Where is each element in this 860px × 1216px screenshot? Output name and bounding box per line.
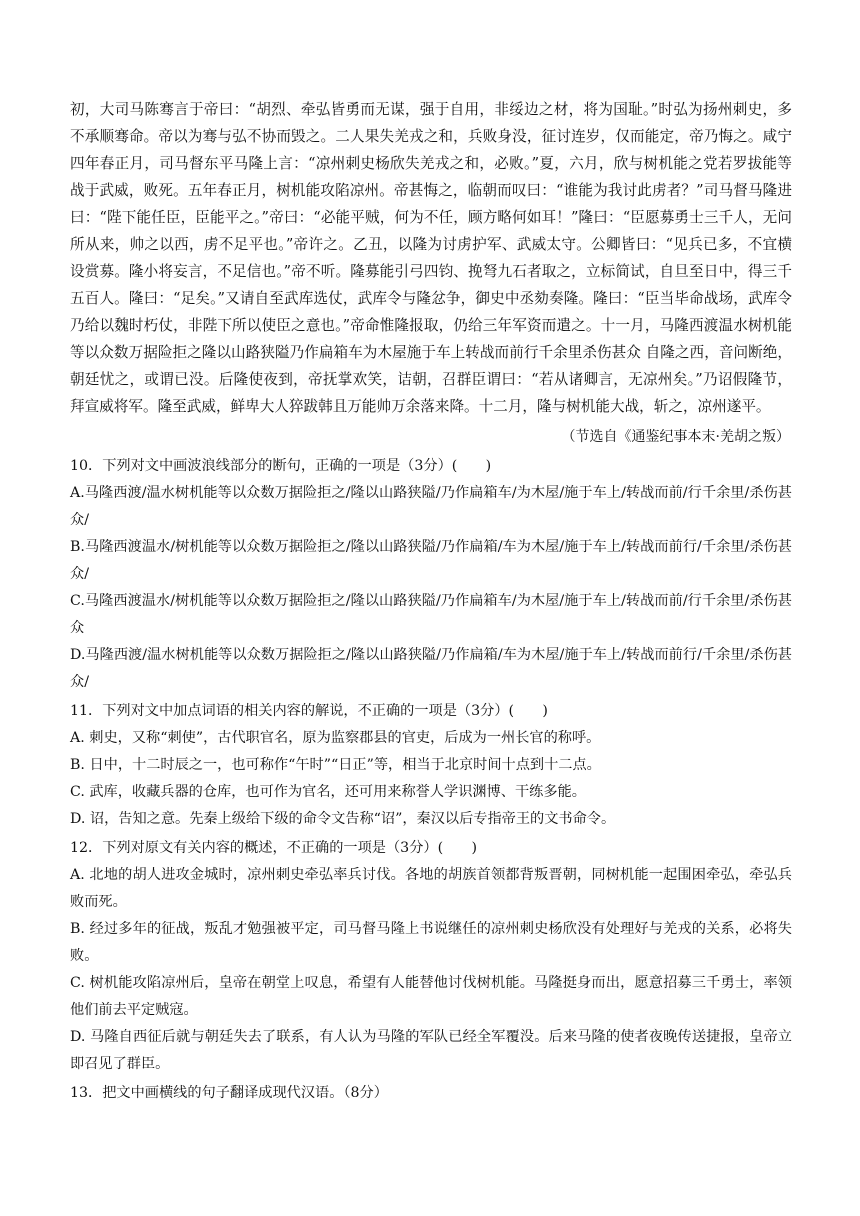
question-13 (70, 1080, 792, 1107)
option-d: D.马隆西渡/温水树机能等以众数万据险拒之/隆以山路狭隘/乃作扁箱/车为木屋/施于车上/转战而前行/千余里/杀伤甚众/ (70, 647, 792, 690)
option-a: A.马隆西渡/温水树机能等以众数万据险拒之/隆以山路狭隘/乃作扁箱车/为木屋/施于车上/转战而前/行千余里/杀伤甚众/ (70, 485, 792, 528)
question-12 (70, 835, 792, 1078)
classical-passage (70, 96, 792, 451)
document-page (70, 96, 792, 1107)
option-d: D. 诏，告知之意。先秦上级给下级的命令文告称“诏”，秦汉以后专指帝王的文书命令。 (70, 811, 616, 827)
question-stem: 12．下列对原文有关内容的概述，不正确的一项是（3分）( ) (70, 840, 478, 856)
question-10 (70, 453, 792, 696)
question-stem: 11．下列对文中加点词语的相关内容的解说，不正确的一项是（3分）( ) (70, 703, 548, 719)
question-stem: 13．把文中画横线的句子翻译成现代汉语。（8分） (70, 1085, 388, 1101)
option-b: B.马隆西渡温水/树机能等以众数万据险拒之/隆以山路狭隘/乃作扁箱/车为木屋/施于车上/转战而前行/千余里/杀伤甚众/ (70, 539, 792, 582)
question-11 (70, 698, 792, 833)
option-d: D. 马隆自西征后就与朝廷失去了联系，有人认为马隆的军队已经全军覆没。后来马隆的使者夜晚传送捷报，皇帝立即召见了群臣。 (70, 1029, 792, 1072)
option-b: B. 日中，十二时辰之一，也可称作“午时”“日正”等，相当于北京时间十点到十二点。 (70, 757, 601, 773)
option-a: A. 刺史，又称“刺使”，古代职官名，原为监察郡县的官吏，后成为一州长官的称呼。 (70, 730, 601, 746)
option-c: C. 武库，收藏兵器的仓库，也可作为官名，还可用来称誉人学识渊博、干练多能。 (70, 784, 586, 800)
option-a: A. 北地的胡人进攻金城时，凉州刺史牵弘率兵讨伐。各地的胡族首领都背叛晋朝，同树机能一起围困牵弘，牵弘兵败而死。 (70, 867, 792, 910)
passage-paragraph: 初，大司马陈骞言于帝曰：“胡烈、牵弘皆勇而无谋，强于自用，非绥边之材，将为国耻。”时弘为扬州刺史，多不承顺骞命。帝以为骞与弘不协而毁之。二人果失羌戎之和，兵败身没，征讨连岁，仅而能定，帝乃悔之。咸宁四年春正月，司马督东平马隆上言：“凉州刺史杨欣失羌戎之和，必败。”夏，六月，欣与树机能之党若罗拔能等战于武威，败死。五年春正月，树机能攻陷凉州。帝甚悔之，临朝而叹曰：“谁能为我讨此虏者？”司马督马隆进曰：“陛下能任臣，臣能平之。”帝曰：“必能平贼，何为不任，顾方略何如耳！”隆曰：“臣愿募勇士三千人，无问所从来，帅之以西，虏不足平也。”帝许之。乙丑，以隆为讨虏护军、武威太守。公卿皆曰：“见兵已多，不宜横设赏募。隆小将妄言，不足信也。”帝不听。隆募能引弓四钧、挽弩九石者取之，立标简试，自旦至日中，得三千五百人。隆曰：“足矣。”又请自至武库选仗，武库令与隆忿争，御史中丞劾奏隆。隆曰：“臣当毕命战场，武库令乃给以魏时朽仗，非陛下所以使臣之意也。”帝命惟隆报取，仍给三年军资而遣之。十一月，马隆西渡温水树机能等以众数万据险拒之隆以山路狭隘乃作扁箱车为木屋施于车上转战而前行千余里杀伤甚众 自隆之西，音问断绝，朝廷忧之，或谓已没。后隆使夜到，帝抚掌欢笑，诘朝，召群臣谓曰：“若从诸卿言，无凉州矣。”乃诏假隆节，拜宣威将军。隆至武威，鲜卑大人猝跋韩且万能帅万余落来降。十二月，隆与树机能大战，斩之，凉州遂平。 (70, 101, 792, 415)
option-c: C. 树机能攻陷凉州后，皇帝在朝堂上叹息，希望有人能替他讨伐树机能。马隆挺身而出，愿意招募三千勇士，率领他们前去平定贼寇。 (70, 975, 792, 1018)
passage-source: （节选自《通鉴纪事本末·羌胡之叛） (561, 429, 790, 445)
option-c: C.马隆西渡温水/树机能等以众数万据险拒之/隆以山路狭隘/乃作扁箱车/为木屋/施于车上/转战而前/行千余里/杀伤甚众 (70, 593, 792, 636)
question-stem: 10．下列对文中画波浪线部分的断句，正确的一项是（3分）( ) (70, 458, 492, 474)
option-b: B. 经过多年的征战，叛乱才勉强被平定，司马督马隆上书说继任的凉州刺史杨欣没有处理好与羌戎的关系，必将失败。 (70, 921, 792, 964)
